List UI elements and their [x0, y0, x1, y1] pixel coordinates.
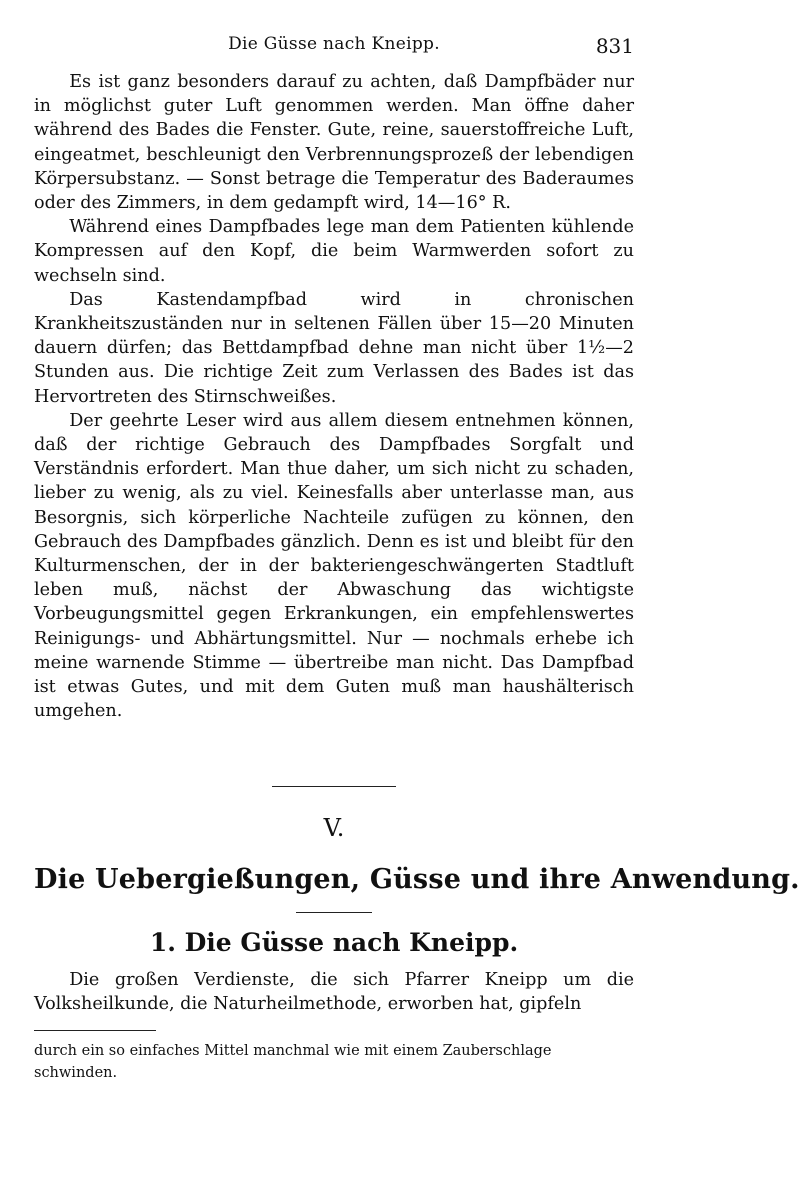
page-number: 831	[595, 34, 634, 58]
subsection-title: 1. Die Güsse nach Kneipp.	[149, 928, 519, 957]
paragraph-verdienste: Die großen Verdienste, die sich Pfarrer Kneipp um die Volksheilkunde, die Naturheilmethode, erworben hat, gipfeln	[34, 970, 634, 1015]
body-text	[34, 70, 634, 723]
title-divider	[296, 912, 372, 913]
intro-text	[34, 968, 634, 1016]
running-head: Die Güsse nach Kneipp.	[228, 34, 440, 54]
footnote-rule	[34, 1030, 156, 1031]
section-divider	[272, 786, 396, 787]
paragraph-kompressen: Während eines Dampfbades lege man dem Patienten kühlende Kompressen auf den Kopf, die beim Warmwerden sofort zu wechseln sind.	[34, 217, 634, 286]
chapter-title: Die Uebergießungen, Güsse und ihre Anwendung.	[34, 864, 800, 895]
footnote: durch ein so einfaches Mittel manchmal wie mit einem Zauberschlage schwinden.	[34, 1043, 552, 1081]
paragraph-dauer: Das Kastendampfbad wird in chronischen Krankheitszuständen nur in seltenen Fällen über 15—20 Minuten dauern dürfen; das Bettdampfbad dehne man nicht über 1½—2 Stunden aus. Die richtige Zeit zum Verlassen des Bades ist das Hervortreten des Stirnschweißes.	[34, 289, 634, 407]
book-page	[34, 0, 800, 1200]
section-number: V.	[323, 814, 345, 842]
paragraph-gebrauch: Der geehrte Leser wird aus allem diesem entnehmen können, daß der richtige Gebrauch des Dampfbades Sorgfalt und Verständnis erfordert. Man thue daher, um sich nicht zu schaden, lieber zu wenig, als zu viel. Keinesfalls aber unterlasse man, aus Besorgnis, sich körperliche Nachteile zufügen zu können, den Gebrauch des Dampfbades gänzlich. Denn es ist und bleibt für den Kulturmenschen, der in der bakteriengeschwängerten Stadtluft leben muß, nächst der Abwaschung das wichtigste Vorbeugungsmittel gegen Erkrankungen, ein empfehlenswertes Reinigungs- und Abhärtungsmittel. Nur — nochmals erhebe ich meine warnende Stimme — übertreibe man nicht. Das Dampfbad ist etwas Gutes, und mit dem Guten muß man haushälterisch umgehen.	[34, 410, 634, 722]
paragraph-dampfbad-luft: Es ist ganz besonders darauf zu achten, daß Dampfbäder nur in möglichst guter Luft genommen werden. Man öffne daher während des Bades die Fenster. Gute, reine, sauerstoffreiche Luft, eingeatmet, beschleunigt den Verbrennungsprozeß der lebendigen Körpersubstanz. — Sonst betrage die Temperatur des Baderaumes oder des Zimmers, in dem gedampft wird, 14—16° R.	[34, 72, 634, 214]
page-header	[34, 34, 634, 60]
